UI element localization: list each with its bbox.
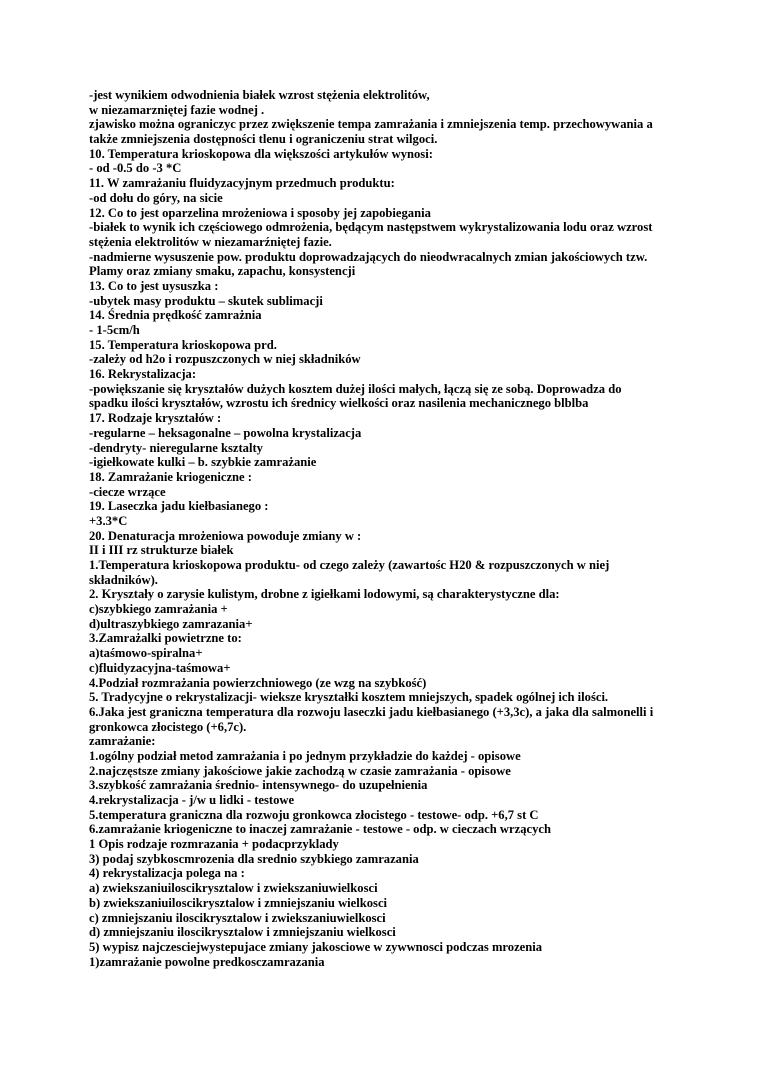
text-line: 14. Średnia prędkość zamrażnia (89, 308, 262, 323)
text-line: 6.zamrażanie kriogeniczne to inaczej zamrażanie - testowe - odp. w cieczach wrzących (89, 822, 551, 837)
text-line: - od -0.5 do -3 *C (89, 161, 182, 176)
text-line: -dendryty- nieregularne ksztalty (89, 440, 263, 455)
text-line: b) zwiekszaniuiloscikrysztalow i zmniejszaniu wielkosci (89, 895, 388, 910)
text-line: składników). (89, 572, 158, 587)
text-line: 5) wypisz najczesciejwystepujace zmiany jakosciowe w zywwnosci podczas mrozenia (89, 939, 543, 954)
text-line: 18. Zamrażanie kriogeniczne : (89, 469, 252, 484)
text-line: c)fluidyzacyjna-taśmowa+ (89, 660, 231, 675)
text-line: 5. Tradycyjne o rekrystalizacji- wieksze kryształki kosztem mniejszych, spadek ogólnej ich ilości. (89, 690, 609, 705)
text-line: -ubytek masy produktu – skutek sublimacji (89, 293, 323, 308)
text-line: spadku ilości kryształów, wzrostu ich średnicy wielkości oraz nasilenia mechanicznego blblba (89, 396, 589, 411)
text-line: 20. Denaturacja mrożeniowa powoduje zmiany w : (89, 528, 362, 543)
text-line: -igiełkowate kulki – b. szybkie zamrażanie (89, 455, 317, 470)
text-line: 1)zamrażanie powolne predkosczamrazania (89, 954, 325, 969)
text-line: -zależy od h2o i rozpuszczonych w niej składników (89, 352, 361, 367)
text-line: -powiększanie się kryształów dużych kosztem dużej ilości małych, łączą się ze sobą. Doprowadza do (89, 381, 622, 396)
text-line: 11. W zamrażaniu fluidyzacyjnym przedmuch produktu: (89, 176, 395, 191)
text-line: 5.temperatura graniczna dla rozwoju gronkowca złocistego - testowe- odp. +6,7 st C (89, 807, 539, 822)
text-line: 2. Kryształy o zarysie kulistym, drobne z igiełkami lodowymi, są charakterystyczne dla: (89, 587, 560, 602)
text-line: -od dołu do góry, na sicie (89, 190, 223, 205)
text-line: c)szybkiego zamrażania + (89, 602, 228, 617)
text-line: 15. Temperatura krioskopowa prd. (89, 337, 277, 352)
text-line: 17. Rodzaje kryształów : (89, 411, 222, 426)
text-line: stężenia elektrolitów w niezamarźniętej fazie. (89, 234, 332, 249)
text-line: 19. Laseczka jadu kiełbasianego : (89, 499, 269, 514)
text-line: c) zmniejszaniu iloscikrysztalow i zwiekszaniuwielkosci (89, 910, 386, 925)
text-line: zamrażanie: (89, 734, 156, 749)
text-line: 1.ogólny podział metod zamrażania i po jednym przykładzie do każdej - opisowe (89, 748, 521, 763)
text-line: gronkowca złocistego (+6,7c). (89, 719, 247, 734)
document-text (89, 88, 689, 969)
text-line: 4) rekrystalizacja polega na : (89, 866, 245, 881)
text-line: 16. Rekrystalizacja: (89, 367, 197, 382)
text-line: +3.3*C (89, 513, 128, 528)
text-line: 3) podaj szybkoscmrozenia dla srednio szybkiego zamrazania (89, 851, 419, 866)
text-line: 12. Co to jest oparzelina mrożeniowa i sposoby jej zapobiegania (89, 205, 431, 220)
text-line: a)taśmowo-spiralna+ (89, 646, 203, 661)
text-line: 3.Zamrażalki powietrzne to: (89, 631, 242, 646)
text-line: 4.Podział rozmrażania powierzchniowego (ze wzg na szybkość) (89, 675, 427, 690)
text-line: 4.rekrystalizacja - j/w u lidki - testowe (89, 793, 295, 807)
text-line: zjawisko można ograniczyc przez zwiększenie tempa zamrażania i zmniejszenia temp. przechowywania a (89, 117, 653, 132)
text-line: 1 Opis rodzaje rozmrazania + podacprzyklady (89, 837, 339, 852)
text-line: d) zmniejszaniu iloscikrysztalow i zmniejszaniu wielkosci (89, 925, 396, 940)
text-line: 1.Temperatura krioskopowa produktu- od czego zależy (zawartośc H20 & rozpuszczonych w niej (89, 558, 610, 572)
text-line: -białek to wynik ich częściowego odmrożenia, będącym następstwem wykrystalizowania lodu oraz wzrost (89, 220, 653, 235)
text-line: także zmniejszenia dostępności tlenu i ograniczeniu strat wilgoci. (89, 132, 438, 147)
text-line: -regularne – heksagonalne – powolna krystalizacja (89, 425, 362, 440)
text-line: II i III rz strukturze białek (89, 543, 234, 558)
text-line: -nadmierne wysuszenie pow. produktu doprowadzających do nieodwracalnych zmian jakościowych tzw. (89, 249, 648, 264)
text-line: 2.najczęstsze zmiany jakościowe jakie zachodzą w czasie zamrażania - opisowe (89, 763, 511, 778)
text-line: 13. Co to jest uysuszka : (89, 278, 219, 293)
text-line: 3.szybkość zamrażania średnio- intensywnego- do uzupełnienia (89, 778, 428, 793)
text-line: a) zwiekszaniuiloscikrysztalow i zwiekszaniuwielkosci (89, 881, 378, 896)
text-line: 10. Temperatura krioskopowa dla większości artykułów wynosi: (89, 146, 433, 161)
text-line: - 1-5cm/h (89, 323, 140, 337)
text-line: -jest wynikiem odwodnienia białek wzrost stężenia elektrolitów, (89, 88, 430, 102)
text-line: w niezamarzniętej fazie wodnej . (89, 102, 265, 117)
text-line: 6.Jaka jest graniczna temperatura dla rozwoju laseczki jadu kiełbasianego (+3,3c), a jaka dla salmonelli i (89, 704, 654, 719)
text-line: -ciecze wrzące (89, 484, 166, 499)
text-line: d)ultraszybkiego zamrazania+ (89, 616, 253, 631)
text-line: Plamy oraz zmiany smaku, zapachu, konsystencji (89, 264, 356, 279)
